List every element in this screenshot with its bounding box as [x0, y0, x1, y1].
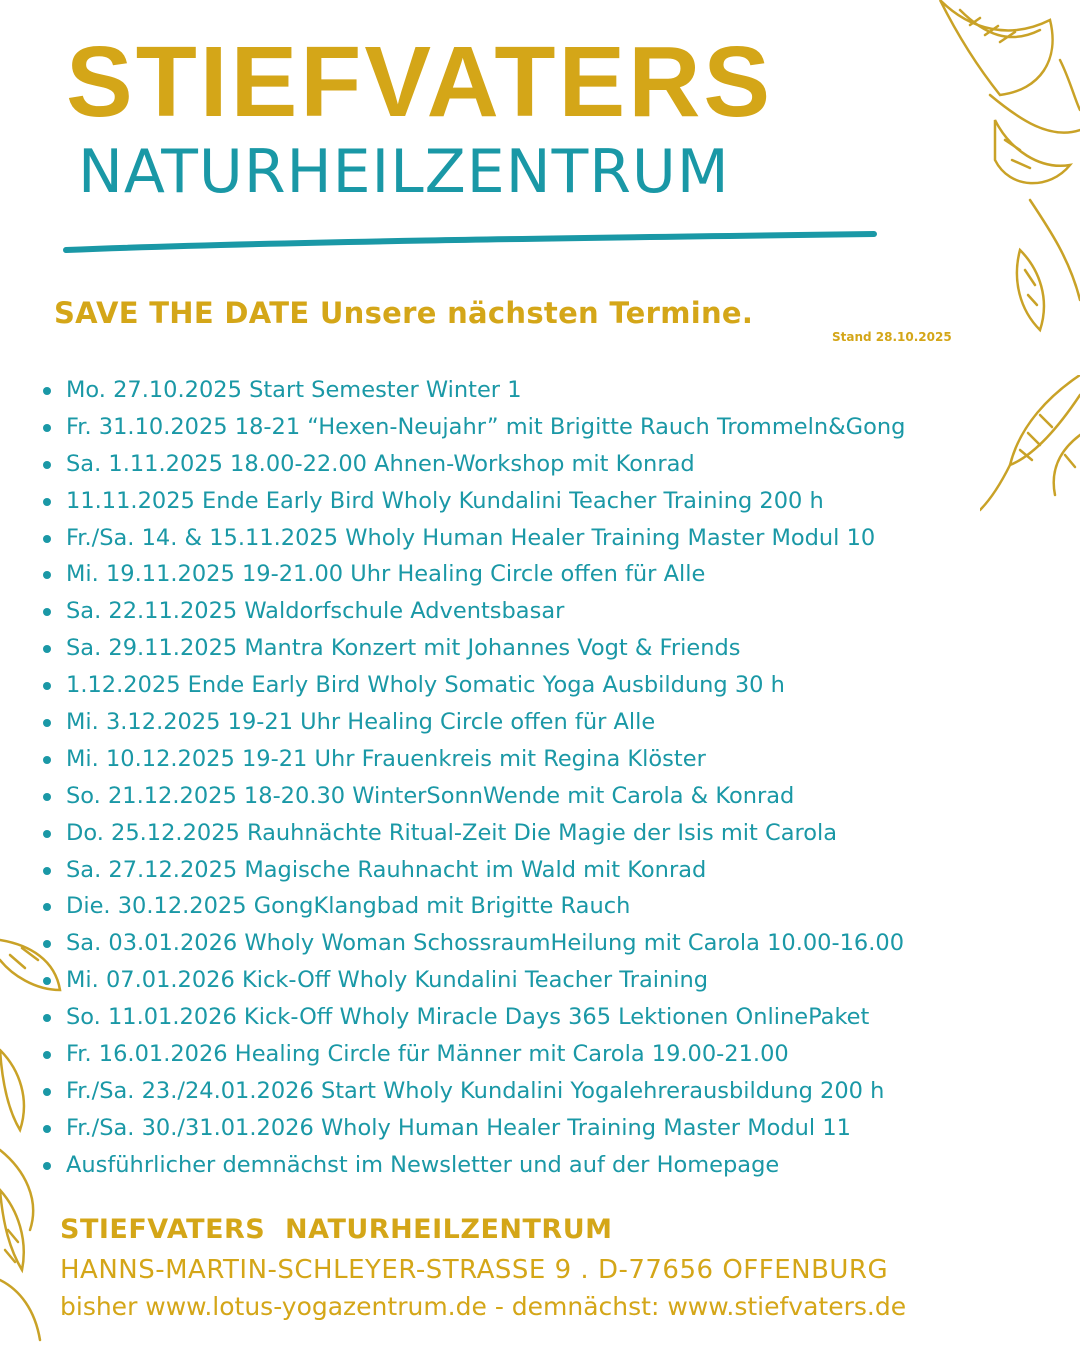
- list-item: Ausführlicher demnächst im Newsletter und auf der Homepage: [40, 1147, 905, 1184]
- title-underline-stroke: [62, 228, 882, 258]
- list-item: Fr. 16.01.2026 Healing Circle für Männer mit Carola 19.00-21.00: [40, 1036, 905, 1073]
- list-item: Fr./Sa. 23./24.01.2026 Start Wholy Kundalini Yogalehrerausbildung 200 h: [40, 1073, 905, 1110]
- footer-address: HANNS-MARTIN-SCHLEYER-STRASSE 9 . D-77656 OFFENBURG: [60, 1255, 889, 1285]
- stand-date: Stand 28.10.2025: [832, 330, 952, 344]
- list-item: 1.12.2025 Ende Early Bird Wholy Somatic Yoga Ausbildung 30 h: [40, 667, 905, 704]
- list-item: Mo. 27.10.2025 Start Semester Winter 1: [40, 372, 905, 409]
- list-item: Fr./Sa. 14. & 15.11.2025 Wholy Human Healer Training Master Modul 10: [40, 520, 905, 557]
- save-the-date-row: [54, 296, 753, 330]
- page-subtitle: NATURHEILZENTRUM: [78, 137, 730, 207]
- list-item: Mi. 19.11.2025 19-21.00 Uhr Healing Circle offen für Alle: [40, 556, 905, 593]
- list-item: So. 11.01.2026 Kick-Off Wholy Miracle Days 365 Lektionen OnlinePaket: [40, 999, 905, 1036]
- list-item: Sa. 22.11.2025 Waldorfschule Adventsbasar: [40, 593, 905, 630]
- save-the-date-heading: SAVE THE DATE Unsere nächsten Termine.: [54, 296, 754, 330]
- list-item: Fr. 31.10.2025 18-21 “Hexen-Neujahr” mit Brigitte Rauch Trommeln&Gong: [40, 409, 905, 446]
- list-item: Fr./Sa. 30./31.01.2026 Wholy Human Healer Training Master Modul 11: [40, 1110, 905, 1147]
- list-item: Sa. 1.11.2025 18.00-22.00 Ahnen-Workshop mit Konrad: [40, 446, 905, 483]
- list-item: Sa. 27.12.2025 Magische Rauhnacht im Wald mit Konrad: [40, 852, 905, 889]
- list-item: Mi. 10.12.2025 19-21 Uhr Frauenkreis mit Regina Klöster: [40, 741, 905, 778]
- list-item: Do. 25.12.2025 Rauhnächte Ritual-Zeit Die Magie der Isis mit Carola: [40, 815, 905, 852]
- list-item: Mi. 07.01.2026 Kick-Off Wholy Kundalini Teacher Training: [40, 962, 905, 999]
- list-item: Sa. 29.11.2025 Mantra Konzert mit Johannes Vogt & Friends: [40, 630, 905, 667]
- list-item: Sa. 03.01.2026 Wholy Woman SchossraumHeilung mit Carola 10.00-16.00: [40, 925, 905, 962]
- footer-name: STIEFVATERS NATURHEILZENTRUM: [60, 1214, 613, 1245]
- footer-website: bisher www.lotus-yogazentrum.de - demnächst: www.stiefvaters.de: [60, 1292, 907, 1321]
- event-list: [40, 372, 905, 1184]
- page-title: STIEFVATERS: [66, 26, 774, 138]
- list-item: 11.11.2025 Ende Early Bird Wholy Kundalini Teacher Training 200 h: [40, 483, 905, 520]
- botanical-flower-illustration-right: [980, 375, 1080, 515]
- list-item: Mi. 3.12.2025 19-21 Uhr Healing Circle offen für Alle: [40, 704, 905, 741]
- list-item: Die. 30.12.2025 GongKlangbad mit Brigitte Rauch: [40, 888, 905, 925]
- botanical-flower-illustration-top-right: [900, 0, 1080, 340]
- list-item: So. 21.12.2025 18-20.30 WinterSonnWende mit Carola & Konrad: [40, 778, 905, 815]
